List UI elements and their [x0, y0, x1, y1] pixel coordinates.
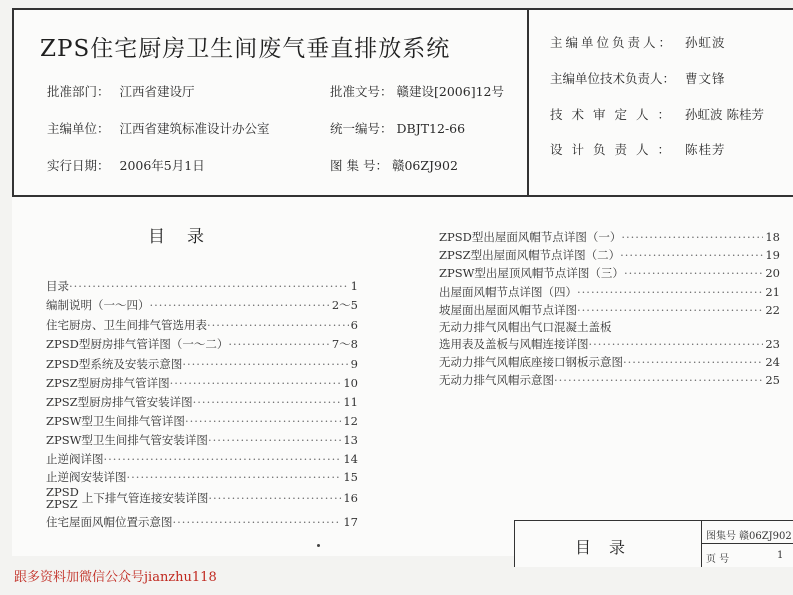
resp-label: 设计负责人： — [550, 142, 680, 157]
toc-item: 住宅屋面风帽位置示意图 ····· 17 — [46, 513, 358, 531]
toc-item: 无动力排气风帽底座接口钢板示意图 ····· 24 — [439, 353, 780, 371]
toc-item: 无动力排气风帽出气口混凝土盖板 — [439, 320, 612, 334]
resp-chief-unit — [550, 33, 726, 51]
toc-item: ZPSW型出屋顶风帽节点详图（三） ····· 20 — [439, 264, 780, 282]
toc-right-column — [439, 228, 780, 398]
title-block — [514, 520, 793, 567]
title-block-hline — [701, 543, 793, 544]
effective-date-value: 2006年5月1日 — [119, 158, 205, 173]
toc-item: 止逆阀安装详图 ····· 15 — [46, 468, 358, 486]
toc-item: 无动力排气风帽示意图 ····· 25 — [439, 371, 780, 389]
approval-doc-label: 批准文号： — [330, 84, 393, 99]
page-label: 页 号 — [706, 554, 730, 565]
resp-tech-unit — [550, 69, 726, 87]
toc-item: 编制说明（一～四） ····· 2～5 — [46, 296, 358, 314]
toc-item: 选用表及盖板与风帽连接详图 ····· 23 — [439, 335, 780, 353]
unified-no-label: 统一编号： — [330, 121, 393, 136]
approval-dept-label: 批准部门： — [47, 84, 110, 99]
effective-date-label: 实行日期： — [47, 158, 110, 173]
atlas-no — [330, 156, 458, 174]
toc-item: ZPSZ型厨房排气管安装详图 ····· 11 — [46, 393, 358, 411]
toc-item: ZPSW型卫生间排气管安装详图 ····· 13 — [46, 431, 358, 449]
atlas-label: 图集号 赣06ZJ902 — [706, 531, 792, 542]
title-block-name: 目录 — [575, 538, 644, 557]
toc-item: ZPSZ型厨房排气管详图 ····· 10 — [46, 374, 358, 392]
approval-dept — [47, 82, 195, 100]
approval-doc-value: 赣建设[2006]12号 — [396, 84, 504, 99]
effective-date — [47, 156, 205, 174]
toc-item: ZPSD型系统及安装示意图 ····· 9 — [46, 355, 358, 373]
header-left-rule — [12, 8, 14, 196]
stray-dot — [317, 544, 320, 547]
footer-note: 跟多资料加微信公众号jianzhu118 — [14, 570, 217, 585]
toc-item: ZPSD ZPSZ 上下排气管连接安装详图 ····· 16 — [46, 489, 358, 507]
header-bottom-rule — [12, 195, 793, 197]
resp-label: 技术审定人： — [550, 107, 680, 122]
approval-doc — [330, 82, 504, 100]
toc-item: ZPSZ型出屋面风帽节点详图（二） ····· 19 — [439, 246, 780, 264]
atlas-value: 赣06ZJ902 — [739, 531, 792, 542]
resp-value: 孙虹波 — [685, 35, 726, 50]
toc-item: ZPSD型出屋面风帽节点详图（一） ····· 18 — [439, 228, 780, 246]
title-block-divider — [701, 521, 702, 567]
unified-no-value: DBJT12-66 — [396, 121, 466, 136]
toc-left-column — [46, 277, 358, 537]
toc-item: 目录 ····· 1 — [46, 277, 358, 295]
document-title: ZPS住宅厨房卫生间废气垂直排放系统 — [40, 36, 451, 62]
toc-heading: 目录 — [148, 227, 226, 247]
resp-value: 曹文锋 — [685, 71, 726, 86]
resp-value: 陈桂芳 — [685, 142, 726, 157]
model-prefix: ZPSD ZPSZ — [46, 485, 79, 511]
toc-item: 坡屋面出屋面风帽节点详图 ····· 22 — [439, 301, 780, 319]
resp-label: 主编单位技术负责人： — [550, 71, 676, 86]
header-top-rule — [12, 8, 793, 10]
editor-unit-label: 主编单位： — [47, 121, 110, 136]
editor-unit — [47, 119, 270, 137]
toc-item: 止逆阀详图 ····· 14 — [46, 450, 358, 468]
header-divider — [527, 8, 529, 196]
editor-unit-value: 江西省建筑标准设计办公室 — [119, 121, 270, 136]
resp-value: 孙虹波 陈桂芳 — [685, 107, 764, 122]
page-value: 1 — [777, 550, 784, 561]
atlas-no-value: 赣06ZJ902 — [391, 158, 458, 173]
toc-item: ZPSD型厨房排气管详图（一～二） ····· 7～8 — [46, 335, 358, 353]
toc-item: ZPSW型卫生间排气管详图 ····· 12 — [46, 412, 358, 430]
atlas-no-label: 图 集 号： — [330, 158, 388, 173]
resp-label: 主编单位负责人： — [550, 35, 675, 50]
resp-designer — [550, 140, 726, 158]
toc-item: 住宅厨房、卫生间排气管选用表 ····· 6 — [46, 316, 358, 334]
approval-dept-value: 江西省建设厅 — [119, 84, 195, 99]
unified-no — [330, 119, 465, 137]
toc-item: 出屋面风帽节点详图（四） ····· 21 — [439, 283, 780, 301]
resp-reviewer — [550, 105, 764, 123]
